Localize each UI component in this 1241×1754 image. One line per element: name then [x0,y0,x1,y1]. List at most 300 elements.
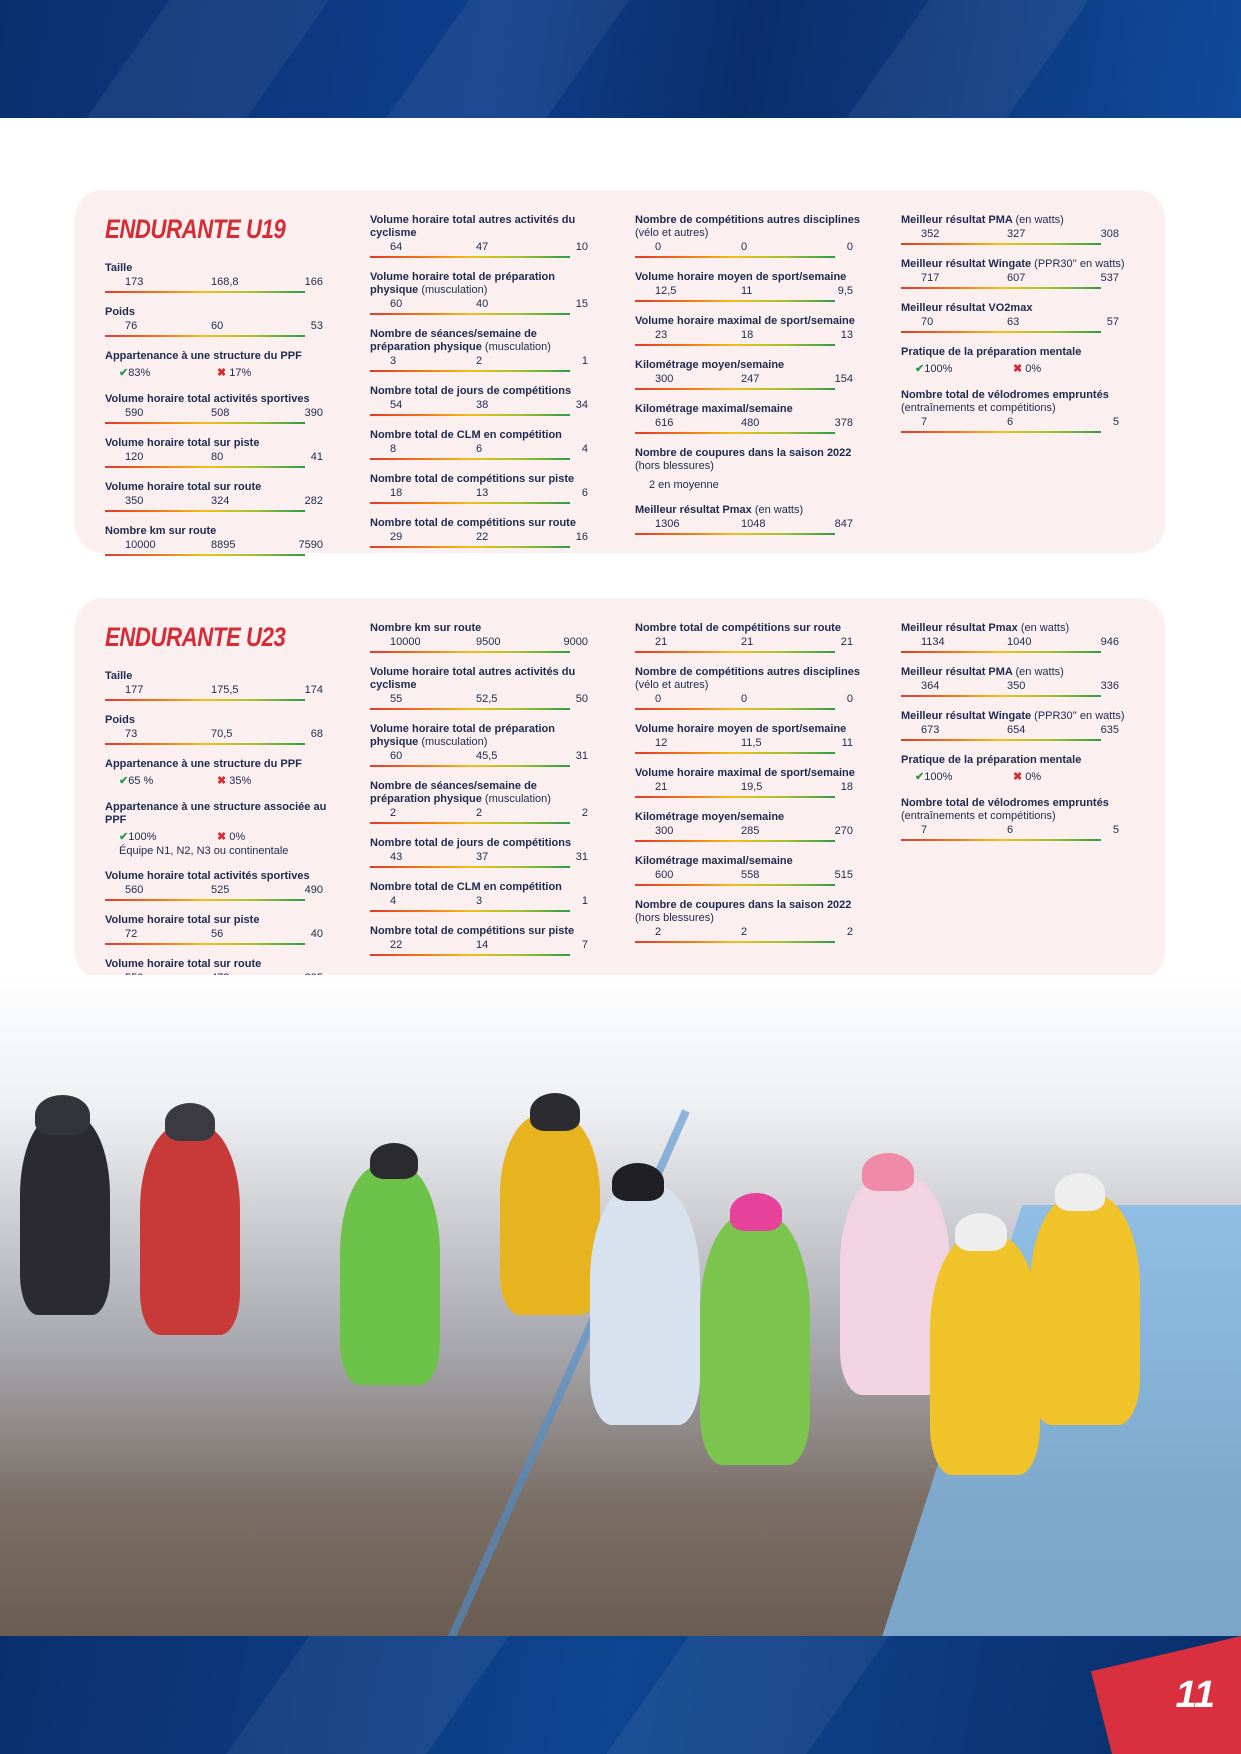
stat-values [901,228,1129,242]
stat-label-detail: (en watts) [754,504,804,516]
gradient-dashed-bar [370,502,570,504]
percentage-yes: 83% [128,367,151,379]
stat-values [635,285,863,299]
gradient-dashed-bar [370,546,570,548]
stat-label [635,271,863,284]
stat-values [635,329,863,343]
stat-mean: 6 [476,443,483,455]
stat-mean: 63 [1007,316,1020,328]
stat-values [370,531,598,545]
stats-column-1 [105,262,333,569]
stat-label-text: Volume horaire total activités sportives [105,870,310,882]
stat-block [635,447,863,491]
stat-label [370,429,598,442]
stat-min: 50 [575,693,588,705]
stat-min: 537 [1100,272,1119,284]
stat-mean: 22 [476,531,489,543]
stat-mean: 11,5 [741,737,762,749]
stat-note: 2 en moyenne [649,479,719,491]
stat-min: 282 [304,495,323,507]
stat-block [370,214,598,258]
gradient-dashed-bar [370,765,570,767]
stat-block [370,328,598,372]
stat-label [635,723,863,736]
gradient-dashed-bar [105,291,305,293]
stat-label-text: Volume horaire moyen de sport/semaine [635,723,847,735]
stat-label [370,780,598,806]
stat-block [901,258,1129,289]
stat-label [105,914,333,927]
gradient-dashed-bar [370,414,570,416]
cross-icon: ✖ [217,367,227,379]
stat-max: 2 [655,926,662,938]
stat-values [635,636,863,650]
gradient-dashed-bar [901,695,1101,697]
stat-label-text: Nombre de coupures dans la saison 2022 [635,899,852,911]
stat-values [370,693,598,707]
stat-mean: 654 [1007,724,1026,736]
stat-mean: 45,5 [476,750,498,762]
stat-label-detail: (PPR30'' en watts) [1034,258,1125,270]
stat-mean: 6 [1007,824,1014,836]
stat-min: 31 [575,750,588,762]
stat-min: 490 [304,884,323,896]
stat-label [105,870,333,883]
check-icon: ✔ [119,831,129,843]
stat-label-text: Pratique de la préparation mentale [901,346,1082,358]
stat-mean: 37 [476,851,489,863]
stat-block [635,899,863,943]
stat-block [635,767,863,798]
stat-block [370,517,598,548]
stat-label [635,504,863,517]
stat-mean: 21 [741,636,754,648]
stat-label [635,214,863,240]
stat-max: 673 [921,724,940,736]
stats-column-3 [635,622,863,956]
gradient-dashed-bar [635,388,835,390]
stat-label [370,271,598,297]
stat-mean: 60 [211,320,224,332]
stat-label-text: Volume horaire total autres activités du cyclisme [370,666,576,691]
stat-max: 4 [390,895,397,907]
stat-label-text: Volume horaire total sur route [105,481,262,493]
stat-label-text: Poids [105,306,135,318]
stat-label-text: Nombre total de vélodromes empruntés [901,797,1109,809]
stat-values [370,241,598,255]
stat-min: 13 [840,329,853,341]
stat-block [370,429,598,460]
stat-mean: 80 [211,451,224,463]
stat-min: 0 [846,693,853,705]
stat-mean: 40 [476,298,489,310]
stat-label [635,315,863,328]
stat-label-text: Nombre de séances/semaine de préparation physique [370,328,537,353]
percentage-yes: 100% [924,363,953,375]
stat-max: 21 [655,636,668,648]
stat-mean: 327 [1007,228,1026,240]
stat-label [901,622,1129,635]
stat-max: 18 [390,487,403,499]
stat-max: 3 [390,355,397,367]
stat-label-detail: (en watts) [1020,622,1070,634]
stat-label-text: Poids [105,714,135,726]
stat-max: 54 [390,399,403,411]
stat-label [901,754,1129,767]
stat-label [105,801,333,827]
stat-label-text: Volume horaire total autres activités du cyclisme [370,214,576,239]
stat-label [901,346,1129,359]
footer-band [0,1636,1241,1754]
stats-column-4 [901,214,1129,446]
stat-label [105,758,333,771]
stat-mean: 8895 [211,539,236,551]
gradient-dashed-bar [635,752,835,754]
stat-min: 10 [575,241,588,253]
stat-max: 1306 [655,518,680,530]
stat-label-text: Nombre de compétitions autres disciplines [635,214,860,226]
check-icon: ✔ [119,367,129,379]
percentage-no: 0% [1025,771,1042,783]
stat-values [370,355,598,369]
stat-label-text: Taille [105,262,133,274]
stats-column-4 [901,622,1129,854]
stat-label [901,302,1129,315]
stat-max: 23 [655,329,668,341]
stat-mean: 52,5 [476,693,498,705]
stat-values [105,684,333,698]
stat-max: 12,5 [655,285,677,297]
stat-values [901,316,1129,330]
stat-label [901,258,1129,271]
stat-label [901,214,1129,227]
stat-mean: 70,5 [211,728,233,740]
cross-icon: ✖ [217,775,227,787]
stat-label [105,481,333,494]
stat-max: 21 [655,781,668,793]
cyclists-photo [0,975,1241,1636]
stat-max: 64 [390,241,403,253]
stat-min: 336 [1100,680,1119,692]
stat-max: 364 [921,680,940,692]
gradient-dashed-bar [635,533,835,535]
stat-label-text: Nombre km sur route [105,525,217,537]
stat-subtext: Équipe N1, N2, N3 ou continentale [119,845,289,857]
stat-values [901,724,1129,738]
stat-mean: 247 [741,373,760,385]
stat-values [901,416,1129,430]
stat-min: 40 [310,928,323,940]
stat-min: 15 [575,298,588,310]
stat-max: 22 [390,939,403,951]
stat-min: 378 [834,417,853,429]
percentage-row [901,770,1129,784]
stat-block [370,780,598,824]
gradient-dashed-bar [635,796,835,798]
stat-label-text: Volume horaire maximal de sport/semaine [635,315,855,327]
stat-block [635,214,863,258]
stat-values [370,443,598,457]
gradient-dashed-bar [901,651,1101,653]
stat-max: 2 [390,807,397,819]
stat-mean: 558 [741,869,760,881]
stat-block [370,385,598,416]
stat-label-text: Volume horaire total sur route [105,958,262,970]
stat-label-text: Nombre total de compétitions sur piste [370,473,575,485]
stat-block [901,302,1129,333]
stat-mean: 168,8 [211,276,239,288]
stat-label-text: Kilométrage moyen/semaine [635,811,785,823]
stat-label-text: Volume horaire moyen de sport/semaine [635,271,847,283]
gradient-dashed-bar [370,651,570,653]
stat-min: 308 [1100,228,1119,240]
stat-label [901,389,1129,415]
gradient-dashed-bar [901,431,1101,433]
stat-min: 2 [581,807,588,819]
gradient-dashed-bar [370,822,570,824]
stat-label [370,723,598,749]
stat-min: 166 [304,276,323,288]
stat-max: 7 [921,824,928,836]
stat-label-text: Volume horaire total activités sportives [105,393,310,405]
stat-max: 600 [655,869,674,881]
stat-min: 11 [841,737,853,749]
stat-min: 9000 [563,636,588,648]
cross-icon: ✖ [1013,363,1023,375]
stat-min: 174 [304,684,323,696]
stat-label-detail: (entraînements et compétitions) [901,402,1056,414]
gradient-dashed-bar [370,910,570,912]
cross-icon: ✖ [1013,771,1023,783]
stat-values [105,276,333,290]
stat-block [370,837,598,868]
stat-block [635,504,863,535]
stat-label [105,393,333,406]
stat-min: 53 [310,320,323,332]
stat-mean: 14 [476,939,489,951]
check-icon: ✔ [915,363,925,375]
stat-mean: 350 [1007,680,1026,692]
stat-block [105,914,333,945]
stat-label [635,622,863,635]
stat-min: 41 [310,451,323,463]
stat-min: 0 [846,241,853,253]
stat-label-detail: (musculation) [421,284,488,296]
stat-values [901,680,1129,694]
stat-label [105,670,333,683]
percentage-row [105,830,333,844]
gradient-dashed-bar [635,884,835,886]
stat-max: 300 [655,825,674,837]
gradient-dashed-bar [901,331,1101,333]
stat-label [105,525,333,538]
stat-min: 31 [575,851,588,863]
stat-values [105,928,333,942]
stat-min: 1 [581,355,588,367]
stat-block [635,855,863,886]
percentage-yes: 100% [924,771,953,783]
stat-values [370,298,598,312]
check-icon: ✔ [119,775,129,787]
stat-mean: 56 [211,928,224,940]
stat-mean: 6 [1007,416,1014,428]
stat-mean: 18 [741,329,754,341]
stat-mean: 175,5 [211,684,239,696]
stat-min: 21 [840,636,853,648]
stat-label [635,767,863,780]
stat-label-detail: (entraînements et compétitions) [901,810,1056,822]
stat-values [635,737,863,751]
stat-label [370,328,598,354]
gradient-dashed-bar [635,300,835,302]
stat-block [105,481,333,512]
stat-values [635,417,863,431]
stat-max: 43 [390,851,403,863]
stat-max: 72 [125,928,138,940]
gradient-dashed-bar [370,708,570,710]
gradient-dashed-bar [901,839,1101,841]
gradient-dashed-bar [105,422,305,424]
stat-mean: 0 [741,693,748,705]
stat-mean: 1040 [1007,636,1032,648]
stat-block [901,710,1129,741]
stat-min: 68 [310,728,323,740]
stat-min: 1 [581,895,588,907]
stat-mean: 508 [211,407,230,419]
stat-label [635,666,863,692]
gradient-dashed-bar [635,432,835,434]
stat-label-text: Meilleur résultat Wingate [901,258,1032,270]
stat-values [370,399,598,413]
stats-column-3 [635,214,863,548]
stat-label [105,350,333,363]
stat-label-text: Nombre de compétitions autres disciplines [635,666,860,678]
stat-label [370,622,598,635]
stat-values [105,320,333,334]
stat-label-text: Meilleur résultat Pmax [635,504,752,516]
stat-label-text: Volume horaire total de préparation physique [370,271,555,296]
stat-block [105,393,333,424]
gradient-dashed-bar [370,256,570,258]
stat-min: 5 [1112,416,1119,428]
stat-values [370,487,598,501]
stat-min: 9,5 [837,285,853,297]
stat-values [901,272,1129,286]
gradient-dashed-bar [370,458,570,460]
stat-values [901,636,1129,650]
panel-endurante-u19 [75,190,1165,553]
stat-label-text: Meilleur résultat VO2max [901,302,1033,314]
stat-label-text: Nombre total de CLM en compétition [370,429,562,441]
gradient-dashed-bar [635,344,835,346]
stat-mean: 11 [741,285,753,297]
gradient-dashed-bar [635,708,835,710]
stat-label [370,881,598,894]
stat-block [901,622,1129,653]
stat-min: 390 [304,407,323,419]
stat-block [370,622,598,653]
stat-values [370,807,598,821]
stat-label-text: Nombre total de compétitions sur route [635,622,841,634]
stat-min: 16 [575,531,588,543]
stats-column-1 [105,670,333,1002]
stat-max: 8 [390,443,397,455]
stat-label [105,262,333,275]
percentage-no: 17% [229,367,252,379]
stat-block [370,666,598,710]
stat-values [105,451,333,465]
gradient-dashed-bar [370,866,570,868]
stat-block [635,811,863,842]
stat-max: 560 [125,884,144,896]
stat-block [635,403,863,434]
stat-mean: 3 [476,895,483,907]
stat-min: 34 [575,399,588,411]
stat-block [901,754,1129,784]
stat-block [105,758,333,788]
stat-label [370,473,598,486]
stat-label-text: Nombre km sur route [370,622,482,634]
stat-max: 70 [921,316,934,328]
stat-label [370,666,598,692]
percentage-no: 35% [229,775,252,787]
stat-min: 635 [1100,724,1119,736]
stat-mean: 0 [741,241,748,253]
stat-max: 173 [125,276,144,288]
check-icon: ✔ [915,771,925,783]
percentage-yes: 100% [128,831,157,843]
stat-label [105,437,333,450]
stat-label [635,899,863,925]
cross-icon: ✖ [217,831,227,843]
stat-block [635,666,863,710]
gradient-dashed-bar [105,554,305,556]
stat-label-text: Nombre de séances/semaine de préparation physique [370,780,537,805]
percentage-yes: 65 % [128,775,154,787]
stat-label-detail: (vélo et autres) [635,227,709,239]
stat-min: 2 [846,926,853,938]
stat-values [370,636,598,650]
stat-block [901,797,1129,841]
stat-block [635,271,863,302]
stat-label-text: Kilométrage maximal/semaine [635,855,793,867]
stat-label [105,714,333,727]
gradient-dashed-bar [635,941,835,943]
stats-column-2 [370,214,598,561]
stat-label-text: Meilleur résultat PMA [901,666,1013,678]
stat-mean: 607 [1007,272,1026,284]
stat-block [901,214,1129,245]
stat-mean: 47 [476,241,489,253]
stat-label [635,855,863,868]
stat-block [370,925,598,956]
gradient-dashed-bar [370,313,570,315]
stat-values [105,728,333,742]
stat-label-text: Nombre total de jours de compétitions [370,837,572,849]
stat-block [105,801,333,857]
percentage-row [105,366,333,380]
stat-min: 7 [581,939,588,951]
stat-block [635,622,863,653]
stat-max: 0 [655,241,662,253]
stat-block [370,881,598,912]
stat-label-text: Kilométrage maximal/semaine [635,403,793,415]
stat-values [105,884,333,898]
stat-max: 120 [125,451,144,463]
stat-label-detail: (vélo et autres) [635,679,709,691]
gradient-dashed-bar [105,699,305,701]
stat-label-text: Nombre total de compétitions sur piste [370,925,575,937]
